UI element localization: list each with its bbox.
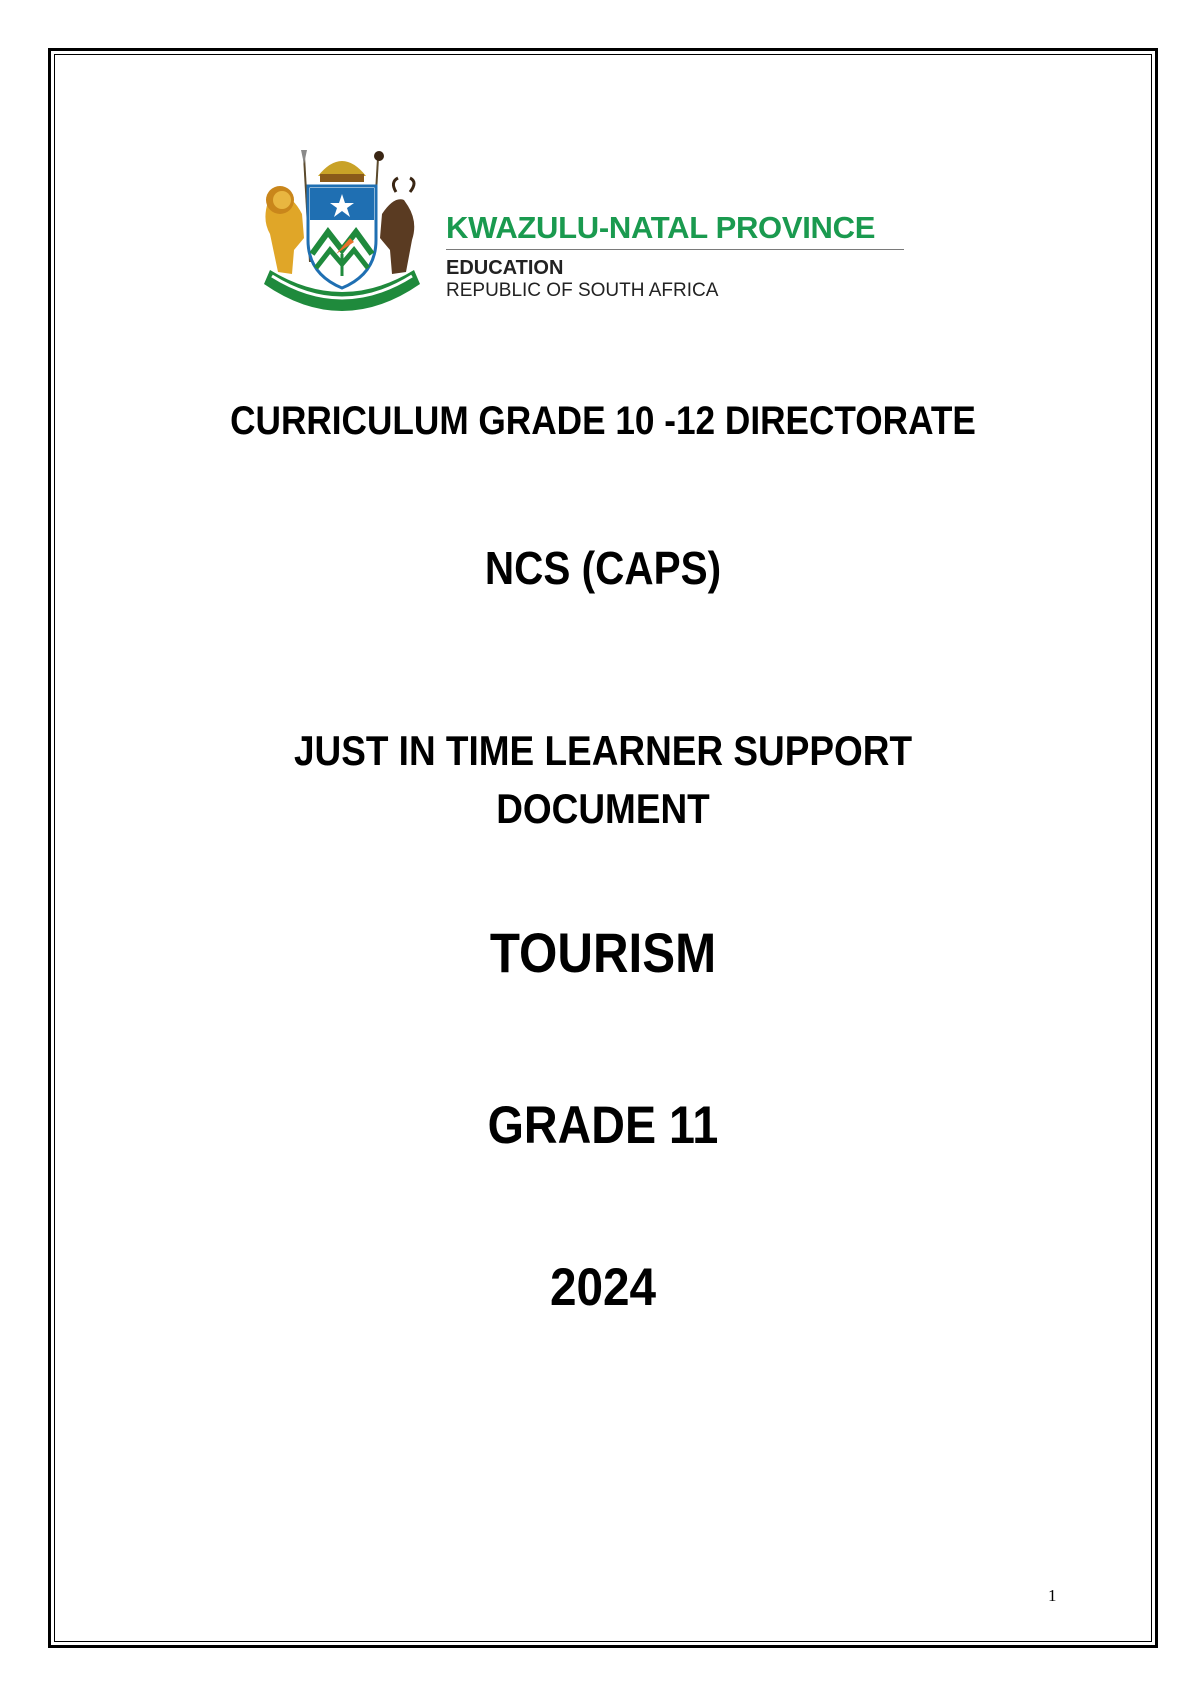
document-title — [120, 722, 1086, 838]
directorate-heading: CURRICULUM GRADE 10 -12 DIRECTORATE — [230, 399, 976, 443]
province-name: KWAZULU-NATAL PROVINCE — [446, 210, 876, 245]
department-logo — [446, 210, 906, 302]
grade-heading: GRADE 11 — [487, 1096, 719, 1155]
department-name: EDUCATION — [446, 257, 564, 279]
subject-title: TOURISM — [489, 921, 717, 984]
page-number: 1 — [1048, 1586, 1057, 1605]
year-heading: 2024 — [549, 1258, 657, 1317]
document-title-line-1: JUST IN TIME LEARNER SUPPORT — [293, 727, 913, 774]
logo-divider — [446, 249, 904, 250]
country-name: REPUBLIC OF SOUTH AFRICA — [446, 280, 719, 301]
document-title-line-2: DOCUMENT — [496, 785, 710, 832]
coat-of-arms-icon — [258, 142, 426, 324]
curriculum-heading: NCS (CAPS) — [484, 542, 722, 594]
